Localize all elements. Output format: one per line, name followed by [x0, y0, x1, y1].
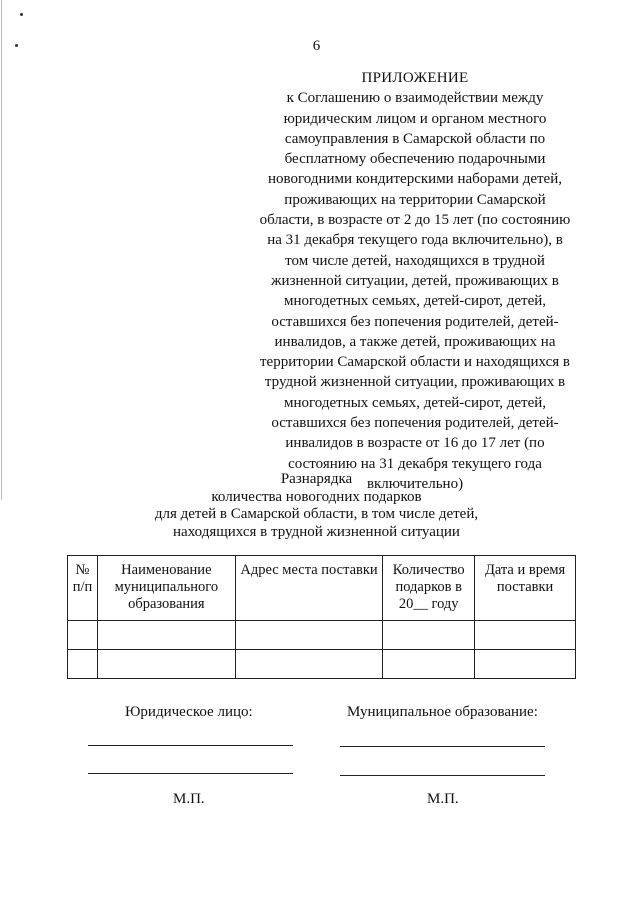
- appendix-block: [240, 68, 590, 494]
- table-header-cell: Количество подарков в 20__ году: [383, 556, 475, 621]
- appendix-line: проживающих на территории Самарской: [284, 191, 546, 208]
- table-cell: [475, 621, 576, 650]
- table-cell: [97, 650, 235, 679]
- municipality-name-line: [340, 775, 545, 776]
- table-row: [68, 650, 576, 679]
- distribution-heading: [0, 471, 633, 541]
- table-row: [68, 621, 576, 650]
- appendix-line: многодетных семьях, детей-сирот, детей,: [283, 293, 547, 310]
- appendix-line: области, в возрасте от 2 до 15 лет (по состоянию: [259, 212, 571, 229]
- table-body: [68, 621, 576, 679]
- table-cell: [383, 650, 475, 679]
- allocation-table: [67, 555, 576, 679]
- distribution-line: для детей в Самарской области, в том числе детей,: [154, 506, 479, 522]
- legal-entity-name-line: [88, 773, 293, 774]
- appendix-line: оставшихся без попечения родителей, детей-: [271, 415, 559, 432]
- table-cell: [68, 650, 98, 679]
- legal-entity-seal-mark: М.П.: [173, 791, 205, 807]
- appendix-line: новогодними кондитерскими наборами детей,: [267, 171, 562, 188]
- table-cell: [235, 621, 383, 650]
- appendix-line: бесплатному обеспечению подарочными: [284, 151, 546, 168]
- distribution-line: находящихся в трудной жизненной ситуации: [173, 523, 460, 540]
- municipality-label: Муниципальное образование:: [347, 704, 538, 720]
- table-header-row: [68, 556, 576, 621]
- appendix-line: том числе детей, находящихся в трудной: [285, 252, 545, 269]
- appendix-line: самоуправления в Самарской области по: [284, 130, 546, 147]
- appendix-line: многодетных семьях, детей-сирот, детей,: [283, 394, 547, 411]
- table-header-cell: № п/п: [68, 556, 98, 621]
- legal-entity-signature-line: [88, 745, 293, 746]
- table-cell: [68, 621, 98, 650]
- appendix-line: юридическим лицом и органом местного: [283, 110, 547, 127]
- municipality-seal-mark: М.П.: [427, 791, 459, 807]
- table-header-cell: Дата и время поставки: [475, 556, 576, 621]
- table-header-cell: Наименование муниципального образования: [97, 556, 235, 621]
- table-cell: [475, 650, 576, 679]
- appendix-line: территории Самарской области и находящихся в: [260, 354, 570, 371]
- table-cell: [383, 621, 475, 650]
- table-cell: [97, 621, 235, 650]
- appendix-line: жизненной ситуации, детей, проживающих в: [271, 272, 559, 289]
- appendix-line: состоянию на 31 декабря текущего года: [288, 455, 542, 472]
- distribution-title: Разнарядка: [280, 471, 353, 487]
- scan-speck: [20, 13, 23, 16]
- table-header-cell: Адрес места поставки: [235, 556, 383, 621]
- appendix-line: инвалидов в возрасте от 16 до 17 лет (по: [285, 435, 545, 452]
- appendix-line: к Соглашению о взаимодействии между: [286, 90, 544, 107]
- appendix-title: ПРИЛОЖЕНИЕ: [361, 70, 469, 86]
- municipality-signature-line: [340, 746, 545, 747]
- distribution-subtitle: [0, 489, 633, 542]
- appendix-text: [240, 88, 590, 494]
- page-number: 6: [312, 38, 321, 54]
- legal-entity-label: Юридическое лицо:: [125, 704, 253, 720]
- distribution-line: количества новогодних подарков: [211, 488, 422, 505]
- appendix-line: включительно): [366, 475, 464, 492]
- scan-edge-line: [1, 0, 2, 500]
- appendix-line: трудной жизненной ситуации, проживающих в: [264, 374, 566, 391]
- appendix-line: инвалидов, а также детей, проживающих на: [274, 333, 556, 350]
- appendix-line: на 31 декабря текущего года включительно), в: [267, 232, 563, 249]
- table-cell: [235, 650, 383, 679]
- appendix-line: оставшихся без попечения родителей, детей-: [271, 313, 559, 330]
